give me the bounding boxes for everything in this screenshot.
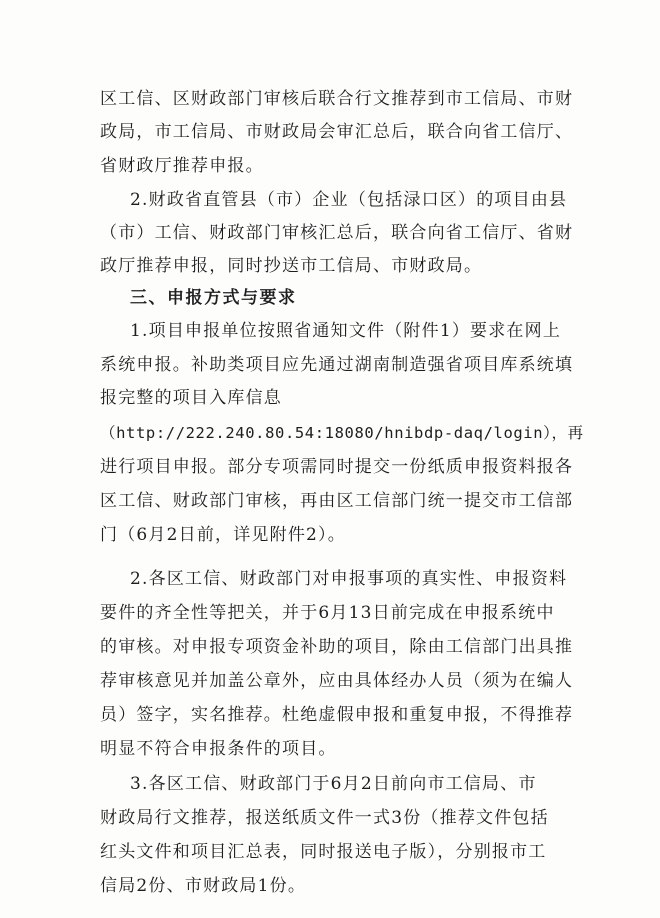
requirement-3-first-line: 3.各区工信、财政部门于6月2日前向市工信局、市 bbox=[130, 774, 537, 794]
url-line: （http://222.240.80.54:18080/hnibdp-daq/login），再 bbox=[100, 424, 584, 442]
text-line: 政局，市工信局、市财政局会审汇总后，联合向省工信厅、 bbox=[100, 122, 574, 142]
text-line: 区工信、财政部门审核，再由区工信部门统一提交市工信部 bbox=[100, 491, 574, 511]
text-line: 区工信、区财政部门审核后联合行文推荐到市工信局、市财 bbox=[100, 89, 574, 109]
requirement-2-first-line: 2.各区工信、财政部门对申报事项的真实性、申报资料 bbox=[130, 569, 568, 589]
text-line: 红头文件和项目汇总表，同时报送电子版），分别报市工 bbox=[100, 842, 547, 862]
text-line: 政厅推荐申报，同时抄送市工信局、市财政局。 bbox=[100, 256, 483, 276]
text-line: 系统申报。补助类项目应先通过湖南制造强省项目库系统填 bbox=[100, 355, 574, 375]
text-line: 财政局行文推荐，报送纸质文件一式3份（推荐文件包括 bbox=[100, 808, 549, 828]
text-line: 报完整的项目入库信息 bbox=[100, 388, 282, 408]
text-line: 荐审核意见并加盖公章外，应由具体经办人员（须为在编人 bbox=[100, 671, 574, 691]
text-line: 要件的齐全性等把关，并于6月13日前完成在申报系统中 bbox=[100, 603, 555, 623]
text-line: （市）工信、财政部门审核汇总后，联合向省工信厅、省财 bbox=[100, 223, 574, 243]
text-line: 员）签字，实名推荐。杜绝虚假申报和重复申报，不得推荐 bbox=[100, 705, 574, 725]
text-line: 进行项目申报。部分专项需同时提交一份纸质申报资料报各 bbox=[100, 457, 574, 477]
text-line: 明显不符合申报条件的项目。 bbox=[100, 739, 337, 759]
text-line: 省财政厅推荐申报。 bbox=[100, 156, 264, 176]
text-line: 信局2份、市财政局1份。 bbox=[100, 876, 307, 896]
text-line: 的审核。对申报专项资金补助的项目，除由工信部门出具推 bbox=[100, 637, 574, 657]
section-heading: 三、申报方式与要求 bbox=[130, 288, 297, 308]
requirement-1-first-line: 1.项目申报单位按照省通知文件（附件1）要求在网上 bbox=[130, 321, 562, 341]
list-item-2-first-line: 2.财政省直管县（市）企业（包括渌口区）的项目由县 bbox=[130, 190, 568, 210]
text-line: 门（6月2日前，详见附件2）。 bbox=[100, 525, 346, 545]
